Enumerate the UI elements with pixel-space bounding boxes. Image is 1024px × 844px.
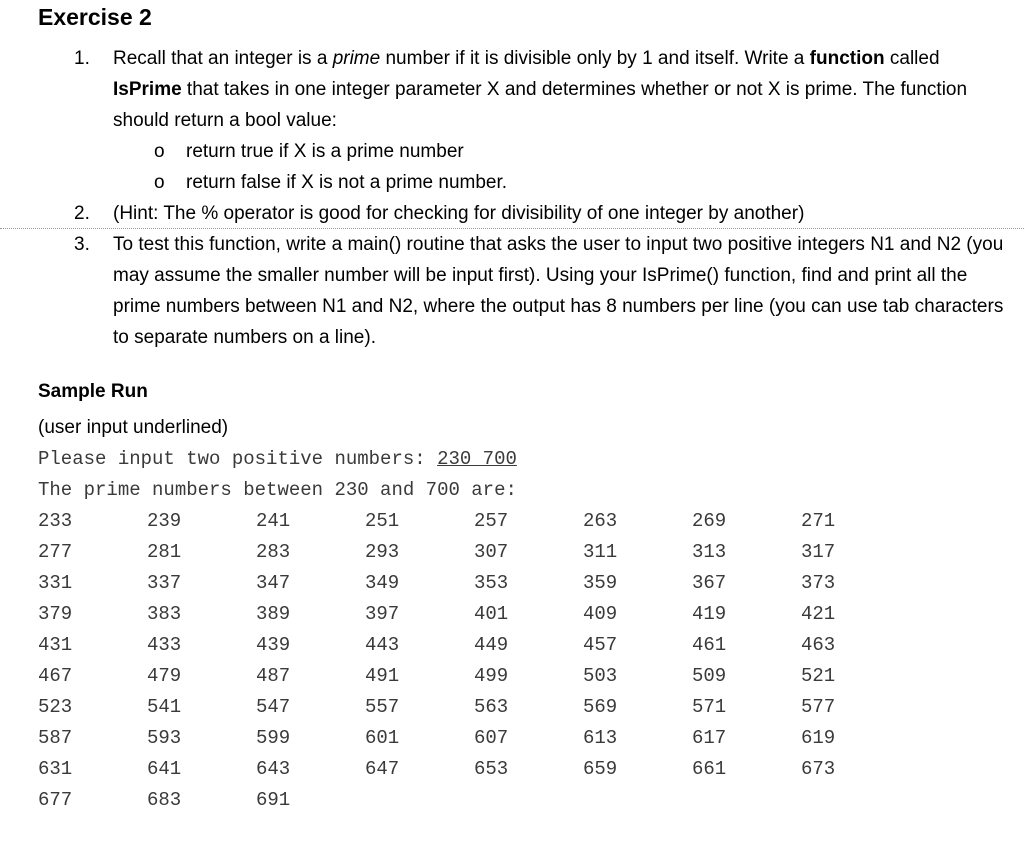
prime-number-cell: 683: [147, 789, 182, 811]
prime-number-cell: 431: [38, 634, 73, 656]
item-number: 2.: [74, 203, 90, 224]
text-run: number if it is divisible only by 1 and itself. Write a: [380, 48, 810, 69]
sub-bullet: [74, 167, 1004, 198]
prime-number-cell: 617: [692, 727, 727, 749]
prime-grid: [38, 506, 910, 816]
prime-number-cell: 661: [692, 758, 727, 780]
prime-number-cell: 449: [474, 634, 509, 656]
prime-number-cell: 317: [801, 541, 836, 563]
prime-number-cell: 593: [147, 727, 182, 749]
text-run: called: [884, 48, 940, 69]
prime-number-cell: 421: [801, 603, 836, 625]
prime-number-cell: 433: [147, 634, 182, 656]
prime-number-cell: 379: [38, 603, 73, 625]
prime-number-cell: 251: [365, 510, 400, 532]
prime-number-cell: 307: [474, 541, 509, 563]
prime-number-cell: 367: [692, 572, 727, 594]
prime-number-cell: 571: [692, 696, 727, 718]
prime-number-cell: 467: [38, 665, 73, 687]
prime-number-cell: 443: [365, 634, 400, 656]
exercise-heading: Exercise 2: [38, 4, 152, 30]
prime-number-cell: 281: [147, 541, 182, 563]
prime-number-cell: 353: [474, 572, 509, 594]
prime-number-cell: 479: [147, 665, 182, 687]
item-text: (Hint: The % operator is good for checking for divisibility of one integer by another): [113, 203, 805, 224]
prime-number-cell: 347: [256, 572, 291, 594]
emphasis-prime: prime: [332, 48, 381, 69]
prime-number-cell: 419: [692, 603, 727, 625]
item-number: 1.: [74, 48, 90, 69]
prime-number-cell: 457: [583, 634, 618, 656]
text-run: Recall that an integer is a: [113, 48, 333, 69]
list-item: [74, 43, 1004, 136]
prime-number-cell: 313: [692, 541, 727, 563]
prime-number-cell: 397: [365, 603, 400, 625]
prime-number-cell: 613: [583, 727, 618, 749]
prime-number-cell: 373: [801, 572, 836, 594]
prime-number-cell: 277: [38, 541, 73, 563]
prime-number-cell: 503: [583, 665, 618, 687]
prime-number-cell: 337: [147, 572, 182, 594]
prime-number-cell: 631: [38, 758, 73, 780]
circle-bullet-icon: o: [154, 172, 165, 193]
exercise-list: [74, 43, 1004, 353]
prime-number-cell: 463: [801, 634, 836, 656]
prime-number-cell: 283: [256, 541, 291, 563]
emphasis-function: function: [809, 48, 885, 69]
prime-number-cell: 569: [583, 696, 618, 718]
prime-number-cell: 577: [801, 696, 836, 718]
sub-bullet: [74, 136, 1004, 167]
prime-number-cell: 547: [256, 696, 291, 718]
bullet-text: return false if X is not a prime number.: [186, 172, 508, 193]
prime-number-cell: 523: [38, 696, 73, 718]
result-header: The prime numbers between 230 and 700 are:: [38, 479, 517, 501]
prime-number-cell: 557: [365, 696, 400, 718]
prime-number-cell: 257: [474, 510, 509, 532]
item-text: [113, 48, 967, 131]
prime-number-cell: 389: [256, 603, 291, 625]
prompt-text: Please input two positive numbers:: [38, 448, 438, 470]
input-note: (user input underlined): [38, 417, 229, 438]
prime-number-cell: 673: [801, 758, 836, 780]
prime-number-cell: 487: [256, 665, 291, 687]
prime-number-cell: 619: [801, 727, 836, 749]
prime-number-cell: 263: [583, 510, 618, 532]
prime-number-cell: 491: [365, 665, 400, 687]
prime-number-cell: 521: [801, 665, 836, 687]
item-number: 3.: [74, 234, 90, 255]
console-output: [38, 444, 910, 816]
prime-number-cell: 271: [801, 510, 836, 532]
prime-number-cell: 607: [474, 727, 509, 749]
console-prompt-line: [38, 444, 910, 475]
user-input: 230 700: [437, 448, 517, 470]
prime-number-cell: 311: [583, 541, 618, 563]
prime-number-cell: 359: [583, 572, 618, 594]
item-text: To test this function, write a main() routine that asks the user to input two positive integers N1 and N2 (you may assume the smaller number will be input first). Using your IsPrime() function, find and print all the prime numbers between N1 and N2, where the output has 8 numbers per line (you can use tab characters to separate numbers on a line).: [113, 234, 1004, 348]
prime-number-cell: 439: [256, 634, 291, 656]
prime-number-cell: 599: [256, 727, 291, 749]
sample-run-heading: Sample Run: [38, 381, 148, 402]
bullet-text: return true if X is a prime number: [186, 141, 464, 162]
prime-number-cell: 643: [256, 758, 291, 780]
prime-number-cell: 269: [692, 510, 727, 532]
prime-number-cell: 509: [692, 665, 727, 687]
prime-number-cell: 293: [365, 541, 400, 563]
prime-number-cell: 653: [474, 758, 509, 780]
prime-number-cell: 691: [256, 789, 291, 811]
prime-number-cell: 409: [583, 603, 618, 625]
prime-number-cell: 331: [38, 572, 73, 594]
emphasis-isprime: IsPrime: [113, 79, 182, 100]
text-run: that takes in one integer parameter X and determines whether or not X is prime. The function should return a bool value:: [113, 79, 968, 131]
circle-bullet-icon: o: [154, 141, 165, 162]
page-break-divider: [0, 228, 1024, 229]
prime-number-cell: 233: [38, 510, 73, 532]
prime-number-cell: 241: [256, 510, 291, 532]
prime-number-cell: 647: [365, 758, 400, 780]
prime-number-cell: 499: [474, 665, 509, 687]
prime-number-cell: 587: [38, 727, 73, 749]
prime-number-cell: 401: [474, 603, 509, 625]
list-item: [74, 198, 1004, 229]
prime-number-cell: 349: [365, 572, 400, 594]
prime-number-cell: 461: [692, 634, 727, 656]
prime-number-cell: 641: [147, 758, 182, 780]
list-item: [74, 229, 1004, 353]
prime-number-cell: 239: [147, 510, 182, 532]
prime-number-cell: 541: [147, 696, 182, 718]
prime-number-cell: 601: [365, 727, 400, 749]
prime-number-cell: 563: [474, 696, 509, 718]
prime-number-cell: 659: [583, 758, 618, 780]
prime-number-cell: 383: [147, 603, 182, 625]
prime-number-cell: 677: [38, 789, 73, 811]
